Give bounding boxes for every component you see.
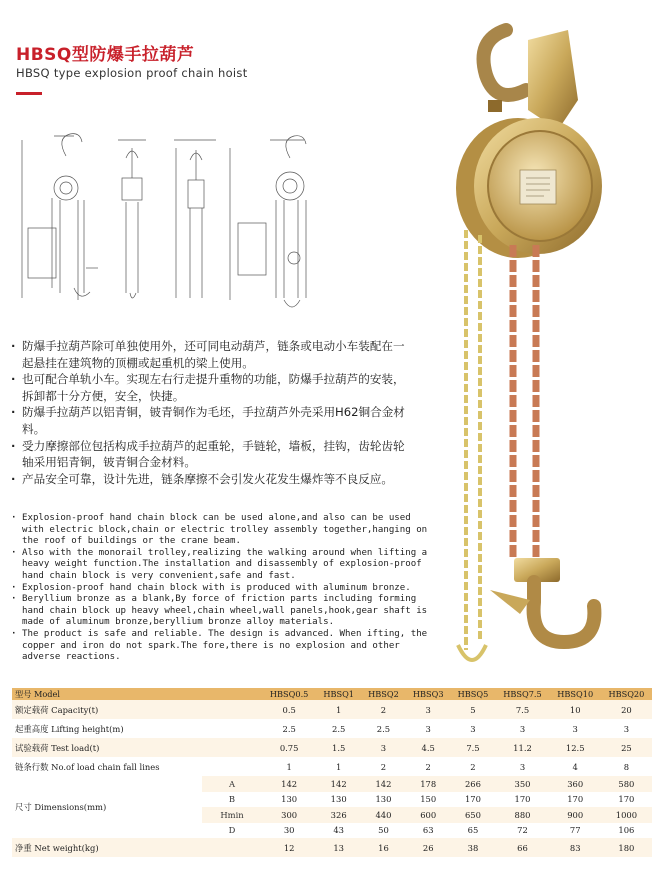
cell: 170 (451, 792, 496, 808)
cell: 2 (361, 700, 406, 719)
dimension-sub-label: D (202, 823, 262, 839)
model-header: HBSQ20 (601, 688, 652, 700)
feature-cn-item: · 防爆手拉葫芦除可单独使用外，还可同电动葫芦，链条或电动小车装配在一起悬挂在建筑物的顶棚或起重机的梁上使用。 (10, 338, 410, 371)
cell: 4.5 (406, 738, 451, 757)
top-hook (484, 30, 579, 130)
cell: 77 (550, 823, 601, 839)
dimension-sub-label: Hmin (202, 807, 262, 823)
cell: 63 (406, 823, 451, 839)
cell: 3 (495, 719, 549, 738)
drawing-front-view (22, 134, 98, 300)
cell: 2.5 (262, 719, 316, 738)
cell: 4 (550, 757, 601, 776)
cell: 2.5 (361, 719, 406, 738)
cell: 3 (601, 719, 652, 738)
cell: 580 (601, 776, 652, 792)
row-label: 净重 Net weight(kg) (12, 838, 262, 857)
model-header: HBSQ3 (406, 688, 451, 700)
cell: 3 (406, 700, 451, 719)
cell: 900 (550, 807, 601, 823)
drawing-side-view-2 (174, 140, 216, 298)
cell: 650 (451, 807, 496, 823)
table-row (12, 700, 652, 719)
cell: 150 (406, 792, 451, 808)
feature-en-item: · The product is safe and reliable. The design is advanced. When ifting, the copper and iron do not spark.The fore,there is no explosion and other adverse reactions. (10, 629, 435, 664)
cell: 130 (316, 792, 361, 808)
cell: 3 (495, 757, 549, 776)
dimension-sub-label: A (202, 776, 262, 792)
dimension-sub-label: B (202, 792, 262, 808)
cell: 1 (262, 757, 316, 776)
cell: 1 (316, 757, 361, 776)
feature-en-item: · Explosion-proof hand chain block with is produced with aluminum bronze. (10, 583, 435, 595)
cell: 2 (361, 757, 406, 776)
row-label: 试验载荷 Test load(t) (12, 738, 262, 757)
feature-cn-item: · 也可配合单轨小车。实现左右行走提升重物的功能，防爆手拉葫芦的安装，拆卸都十分方便，安全，快捷。 (10, 371, 410, 404)
cell: 38 (451, 838, 496, 857)
model-header: HBSQ5 (451, 688, 496, 700)
feature-en-item: · Also with the monorail trolley,realizing the walking around when lifting a heavy weight function.The installation and disassembly of explosion-proof hand chain block is very convenient,safe and fast. (10, 548, 435, 583)
cell: 2 (406, 757, 451, 776)
row-label: 起重高度 Lifting height(m) (12, 719, 262, 738)
cell: 7.5 (451, 738, 496, 757)
cell: 13 (316, 838, 361, 857)
cell: 880 (495, 807, 549, 823)
cell: 26 (406, 838, 451, 857)
model-header: HBSQ7.5 (495, 688, 549, 700)
cell: 142 (361, 776, 406, 792)
cell: 12 (262, 838, 316, 857)
cell: 350 (495, 776, 549, 792)
table-row (12, 838, 652, 857)
title-underline (16, 92, 42, 95)
table-row (12, 776, 652, 792)
table-row (12, 719, 652, 738)
cell: 170 (495, 792, 549, 808)
spec-header-row (12, 688, 652, 700)
model-header: HBSQ10 (550, 688, 601, 700)
model-header: HBSQ1 (316, 688, 361, 700)
cell: 130 (361, 792, 406, 808)
cell: 25 (601, 738, 652, 757)
cell: 266 (451, 776, 496, 792)
spec-table (12, 688, 652, 857)
cell: 7.5 (495, 700, 549, 719)
cell: 130 (262, 792, 316, 808)
cell: 106 (601, 823, 652, 839)
features-en-list (10, 513, 435, 664)
table-row (12, 757, 652, 776)
cell: 326 (316, 807, 361, 823)
row-label: 额定载荷 Capacity(t) (12, 700, 262, 719)
row-label: 尺寸 Dimensions(mm) (12, 776, 202, 838)
cell: 72 (495, 823, 549, 839)
title-en: HBSQ type explosion proof chain hoist (16, 66, 248, 80)
cell: 1.5 (316, 738, 361, 757)
hoist-product-photo (418, 0, 648, 690)
title-cn: HBSQ型防爆手拉葫芦 (16, 45, 195, 65)
cell: 3 (451, 719, 496, 738)
load-chain (513, 245, 536, 570)
cell: 83 (550, 838, 601, 857)
cell: 66 (495, 838, 549, 857)
cell: 0.5 (262, 700, 316, 719)
model-header: HBSQ0.5 (262, 688, 316, 700)
cell: 142 (262, 776, 316, 792)
cell: 65 (451, 823, 496, 839)
cell: 440 (361, 807, 406, 823)
model-header: HBSQ2 (361, 688, 406, 700)
cell: 3 (361, 738, 406, 757)
cell: 50 (361, 823, 406, 839)
cell: 300 (262, 807, 316, 823)
cell: 10 (550, 700, 601, 719)
cell: 170 (550, 792, 601, 808)
cell: 43 (316, 823, 361, 839)
cell: 142 (316, 776, 361, 792)
row-label: 链条行数 No.of load chain fall lines (12, 757, 262, 776)
bottom-hook (490, 558, 594, 642)
feature-cn-item: · 防爆手拉葫芦以铝青铜，铍青铜作为毛坯，手拉葫芦外壳采用H62铜合金材料。 (10, 404, 410, 437)
cell: 180 (601, 838, 652, 857)
cell: 30 (262, 823, 316, 839)
cell: 1000 (601, 807, 652, 823)
feature-cn-item: · 受力摩擦部位包括构成手拉葫芦的起重轮，手链轮，墙板，挂钩，齿轮齿轮轴采用铝青铜，铍青铜合金材料。 (10, 438, 410, 471)
cell: 11.2 (495, 738, 549, 757)
cell: 170 (601, 792, 652, 808)
cell: 16 (361, 838, 406, 857)
cell: 1 (316, 700, 361, 719)
technical-drawings (14, 128, 334, 318)
cell: 3 (406, 719, 451, 738)
cell: 20 (601, 700, 652, 719)
hoist-body (456, 118, 602, 258)
cell: 3 (550, 719, 601, 738)
table-row (12, 738, 652, 757)
cell: 0.75 (262, 738, 316, 757)
header-model-label: 型号 Model (12, 688, 262, 700)
cell: 2.5 (316, 719, 361, 738)
drawing-side-view (118, 140, 146, 298)
feature-en-item: · Beryllium bronze as a blank,By force of friction parts including forming hand chain block up heavy wheel,chain wheel,wall panels,hook,gear shaft is made of aluminum bronze,beryllium bronze alloy materials. (10, 594, 435, 629)
hand-chain (458, 230, 486, 660)
cell: 12.5 (550, 738, 601, 757)
drawing-double-chain-view (230, 136, 306, 307)
cell: 360 (550, 776, 601, 792)
cell: 178 (406, 776, 451, 792)
cell: 5 (451, 700, 496, 719)
features-cn-list (10, 338, 410, 487)
feature-en-item: · Explosion-proof hand chain block can be used alone,and also can be used with electric block,chain or electric trolley assembly together,hanging on the roof of buildings or the crane beam. (10, 513, 435, 548)
feature-cn-item: · 产品安全可靠，设计先进，链条摩擦不会引发火花发生爆炸等不良反应。 (10, 471, 410, 488)
cell: 8 (601, 757, 652, 776)
cell: 2 (451, 757, 496, 776)
cell: 600 (406, 807, 451, 823)
